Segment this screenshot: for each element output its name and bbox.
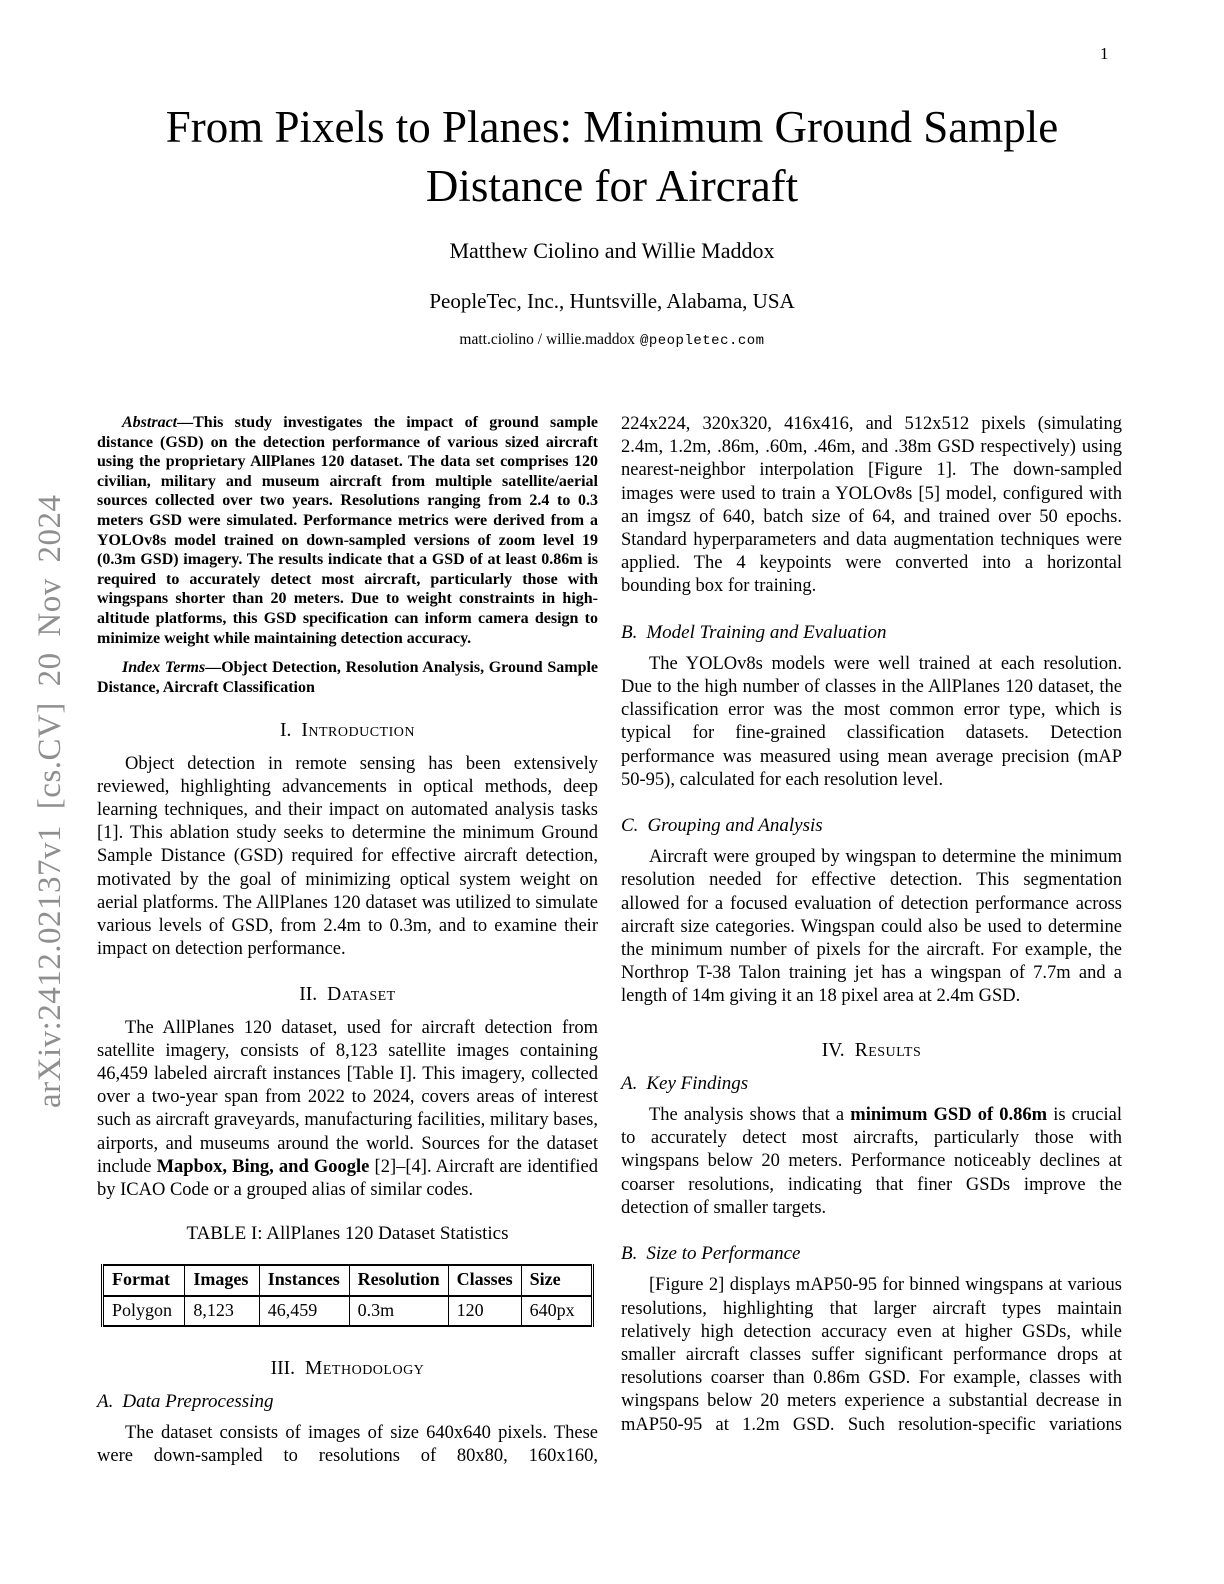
- arxiv-watermark: arXiv:2412.02137v1 [cs.CV] 20 Nov 2024: [32, 494, 68, 1108]
- index-terms-label: Index Terms: [122, 659, 206, 677]
- abstract-label: Abstract: [122, 414, 178, 431]
- section-heading-introduction: [97, 719, 598, 742]
- paragraph-size-to-performance: [Figure 2] displays mAP50-95 for binned wingspans at various resolutions, highlighting that larger aircraft types maintain relatively high detection accuracy even at higher GSDs, while smaller aircraft classes suffer significant performance drops at resolutions coarser than 0.86m GSD. For example, classes with wingspans below 20 meters experience a substantial decrease in mAP50-95 at 1.2m GSD. Such resolution-specific variations: [621, 1275, 1122, 1435]
- paragraph-key-findings-bold: minimum GSD of 0.86m: [850, 1105, 1048, 1126]
- subsection-heading-size-to-performance: [621, 1242, 1122, 1265]
- email-domain: @peopletec.com: [639, 333, 765, 349]
- subsection-number: A.: [621, 1072, 638, 1094]
- section-number: I.: [280, 720, 292, 742]
- table-header-row: [104, 1265, 591, 1295]
- table-cell: 640px: [521, 1296, 591, 1326]
- left-column: [97, 413, 598, 1469]
- email-names: matt.ciolino / willie.maddox: [459, 331, 636, 348]
- paper-header: [5, 0, 1219, 349]
- section-title: Methodology: [305, 1357, 425, 1379]
- subsection-number: B.: [621, 621, 638, 643]
- section-number: III.: [270, 1357, 296, 1379]
- table-header-cell: Resolution: [349, 1265, 448, 1295]
- section-number: IV.: [821, 1039, 845, 1061]
- table-header-cell: Images: [185, 1265, 259, 1295]
- abstract-paragraph: [97, 413, 598, 648]
- table1-caption: TABLE I: AllPlanes 120 Dataset Statistics: [186, 1223, 509, 1245]
- table-header-cell: Size: [521, 1265, 591, 1295]
- subsection-title: Size to Performance: [646, 1243, 801, 1265]
- subsection-number: B.: [621, 1243, 638, 1265]
- paper-title-line1: From Pixels to Planes: Minimum Ground Sample: [165, 102, 1059, 152]
- section-title: Results: [854, 1039, 922, 1061]
- paragraph-introduction: Object detection in remote sensing has been extensively reviewed, highlighting advancements in optical methods, deep learning techniques, and their impact on automated analysis tasks [1]. This ablation study seeks to determine the minimum Ground Sample Distance (GSD) required for effective aircraft detection, motivated by the goal of minimizing optical system weight on aerial platforms. The AllPlanes 120 dataset was utilized to simulate various levels of GSD, from 2.4m to 0.3m, and to examine their impact on detection performance.: [97, 753, 598, 960]
- subsection-number: C.: [621, 815, 639, 837]
- paragraph-grouping-analysis: Aircraft were grouped by wingspan to determine the minimum resolution needed for effective detection. This segmentation allowed for a focused evaluation of detection performance across aircraft size categories. Wingspan could also be used to determine the minimum number of pixels for the aircraft. For example, the Northrop T-38 Talon training jet has a wingspan of 7.7m and a length of 14m giving it an 18 pixel area at 2.4m GSD.: [621, 847, 1122, 1007]
- paragraph-dataset-text: The AllPlanes 120 dataset, used for aircraft detection from satellite imagery, consists of 8,123 satellite images containing 46,459 labeled aircraft instances [Table I]. This imagery, collected over a two-year span from 2022 to 2024, covers areas of interest such as aircraft graveyards, manufacturing facilities, military bases, airports, and museums around the world. Sources for the dataset include: [97, 1017, 598, 1177]
- section-heading-dataset: [97, 983, 598, 1006]
- section-heading-results: [621, 1039, 1122, 1062]
- paper-title-line2: Distance for Aircraft: [425, 161, 799, 211]
- table-cell: 8,123: [185, 1296, 259, 1326]
- right-column: [621, 413, 1122, 1437]
- table-header-cell: Instances: [259, 1265, 349, 1295]
- table-cell: 46,459: [259, 1296, 349, 1326]
- paragraph-key-findings-text: The analysis shows that a: [649, 1105, 851, 1126]
- subsection-heading-model-training: [621, 621, 1122, 644]
- table-header-cell: Format: [104, 1265, 185, 1295]
- paper-title: [5, 98, 1219, 216]
- paragraph-dataset-bold: Mapbox, Bing, and Google: [156, 1156, 370, 1177]
- table-cell: 120: [448, 1296, 521, 1326]
- email-line: [5, 331, 1219, 349]
- abstract-text: —This study investigates the impact of ground sample distance (GSD) on the detection performance of various sized aircraft using the proprietary AllPlanes 120 dataset. The data set comprises 120 civilian, military and museum aircraft from multiple satellite/aerial sources collected over two years. Resolutions ranging from 2.4 to 0.3 meters GSD were simulated. Performance metrics were derived from a YOLOv8s model trained on down-sampled versions of zoom level 19 (0.3m GSD) imagery. The results indicate that a GSD of at least 0.86m is required to accurately detect most aircraft, particularly those with wingspans shorter than 20 meters. Due to weight constraints in high-altitude platforms, this GSD specification can inform camera design to minimize weight while maintaining detection accuracy.: [97, 414, 598, 647]
- subsection-title: Data Preprocessing: [122, 1390, 274, 1412]
- section-title: Introduction: [301, 720, 415, 742]
- paragraph-key-findings: [621, 1104, 1122, 1220]
- subsection-title: Model Training and Evaluation: [646, 621, 887, 643]
- section-number: II.: [299, 984, 318, 1006]
- page-number: 1: [1100, 44, 1109, 63]
- paragraph-data-preprocessing-continued: 224x224, 320x320, 416x416, and 512x512 pixels (simulating 2.4m, 1.2m, .86m, .60m, .46m, and .38m GSD respectively) using nearest-neighbor interpolation [Figure 1]. The down-sampled images were used to train a YOLOv8s [5] model, configured with an imgsz of 640, batch size of 64, and trained over 50 epochs. Standard hyperparameters and data augmentation techniques were applied. The 4 keypoints were converted into a horizontal bounding box for training.: [621, 414, 1122, 597]
- dataset-stats-table-frame: [101, 1264, 594, 1326]
- subsection-heading-key-findings: [621, 1072, 1122, 1095]
- table-cell: Polygon: [104, 1296, 185, 1326]
- paragraph-model-training: The YOLOv8s models were well trained at each resolution. Due to the high number of classes in the AllPlanes 120 dataset, the classification error was the most common error type, which is typical for fine-grained classification datasets. Detection performance was measured using mean average precision (mAP 50-95), calculated for each resolution level.: [621, 653, 1122, 790]
- subsection-title: Grouping and Analysis: [647, 815, 823, 837]
- index-terms-text: —Object Detection, Resolution Analysis, Ground Sample Distance, Aircraft Classification: [97, 659, 599, 696]
- subsection-title: Key Findings: [646, 1072, 749, 1094]
- paragraph-key-findings-text: is crucial to accurately detect most aircrafts, particularly those with wingspans below 20 meters. Performance noticeably declines at coarser resolutions, indicating that finer GSDs improve the detection of smaller targets.: [621, 1105, 1123, 1218]
- section-title: Dataset: [327, 984, 396, 1006]
- affiliation-line: PeopleTec, Inc., Huntsville, Alabama, USA: [429, 289, 795, 313]
- author-line: Matthew Ciolino and Willie Maddox: [449, 238, 775, 263]
- subsection-number: A.: [97, 1390, 114, 1412]
- table-cell: 0.3m: [349, 1296, 448, 1326]
- dataset-stats-table: [104, 1264, 591, 1326]
- subsection-heading-data-preprocessing: [97, 1390, 598, 1413]
- paragraph-dataset: [97, 1017, 598, 1203]
- subsection-heading-grouping-analysis: [621, 814, 1122, 837]
- paragraph-data-preprocessing: The dataset consists of images of size 640x640 pixels. These were down-sampled to resolutions of 80x80, 160x160,: [97, 1423, 598, 1467]
- paragraph-dataset-text: [2]–[4]. Aircraft are identified by ICAO Code or a grouped alias of similar codes.: [97, 1156, 598, 1200]
- table-row: [104, 1296, 591, 1326]
- table-header-cell: Classes: [448, 1265, 521, 1295]
- section-heading-methodology: [97, 1357, 598, 1380]
- index-terms-paragraph: [97, 658, 598, 697]
